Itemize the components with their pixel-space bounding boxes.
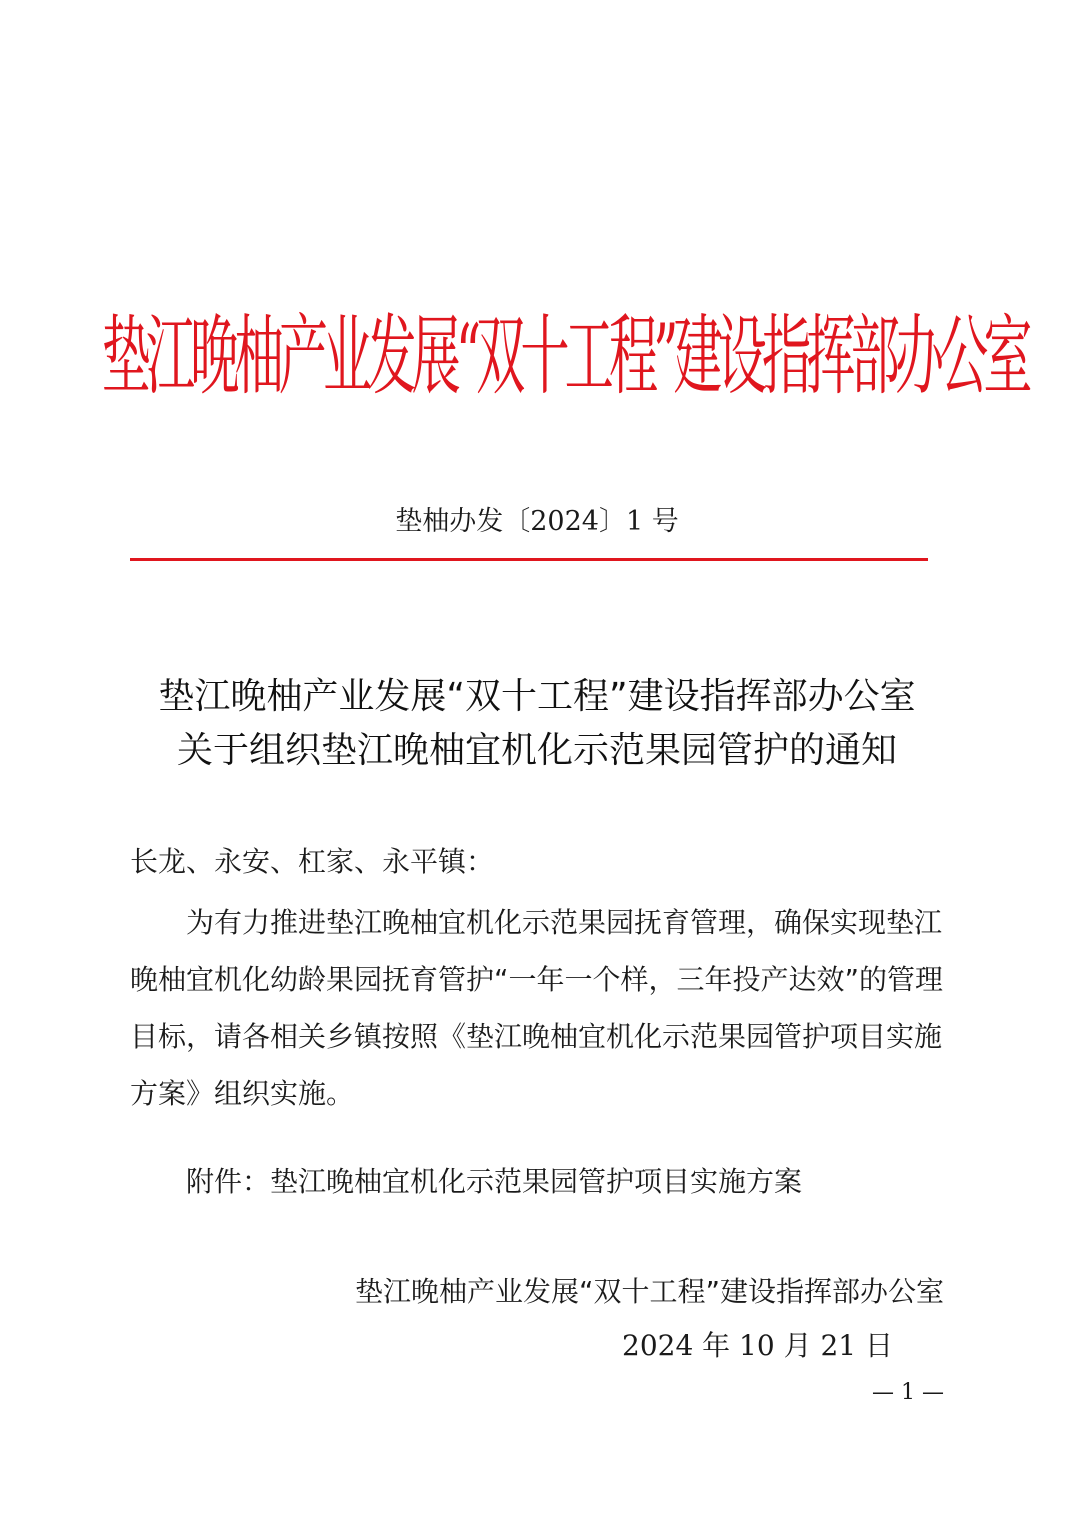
addressee: 长龙、永安、杠家、永平镇： [130, 845, 495, 878]
notice-title-line-2: 关于组织垫江晚柚宜机化示范果园管护的通知 [176, 730, 897, 771]
signing-organization: 垫江晚柚产业发展“双十工程”建设指挥部办公室 [354, 1275, 944, 1308]
issue-date: 2024 年 10 月 21 日 [622, 1329, 894, 1362]
document-number: 垫柚办发〔2024〕1 号 [395, 506, 679, 537]
page-number: — 1 — [872, 1380, 944, 1405]
red-header-title: 垫江晚柚产业发展“双十工程”建设指挥部办公室 [101, 306, 1028, 408]
red-divider-line [130, 558, 928, 561]
red-header [0, 292, 1074, 422]
notice-title-line-1: 垫江晚柚产业发展“双十工程”建设指挥部办公室 [158, 676, 916, 717]
body-paragraph: 为有力推进垫江晚柚宜机化示范果园抚育管理，确保实现垫江晚柚宜机化幼龄果园抚育管护“一年一个样，三年投产达效”的管理目标，请各相关乡镇按照《垫江晚柚宜机化示范果园管护项目实施方案》组织实施。 [130, 906, 944, 1110]
attachment-line: 附件：垫江晚柚宜机化示范果园管护项目实施方案 [186, 1165, 803, 1198]
